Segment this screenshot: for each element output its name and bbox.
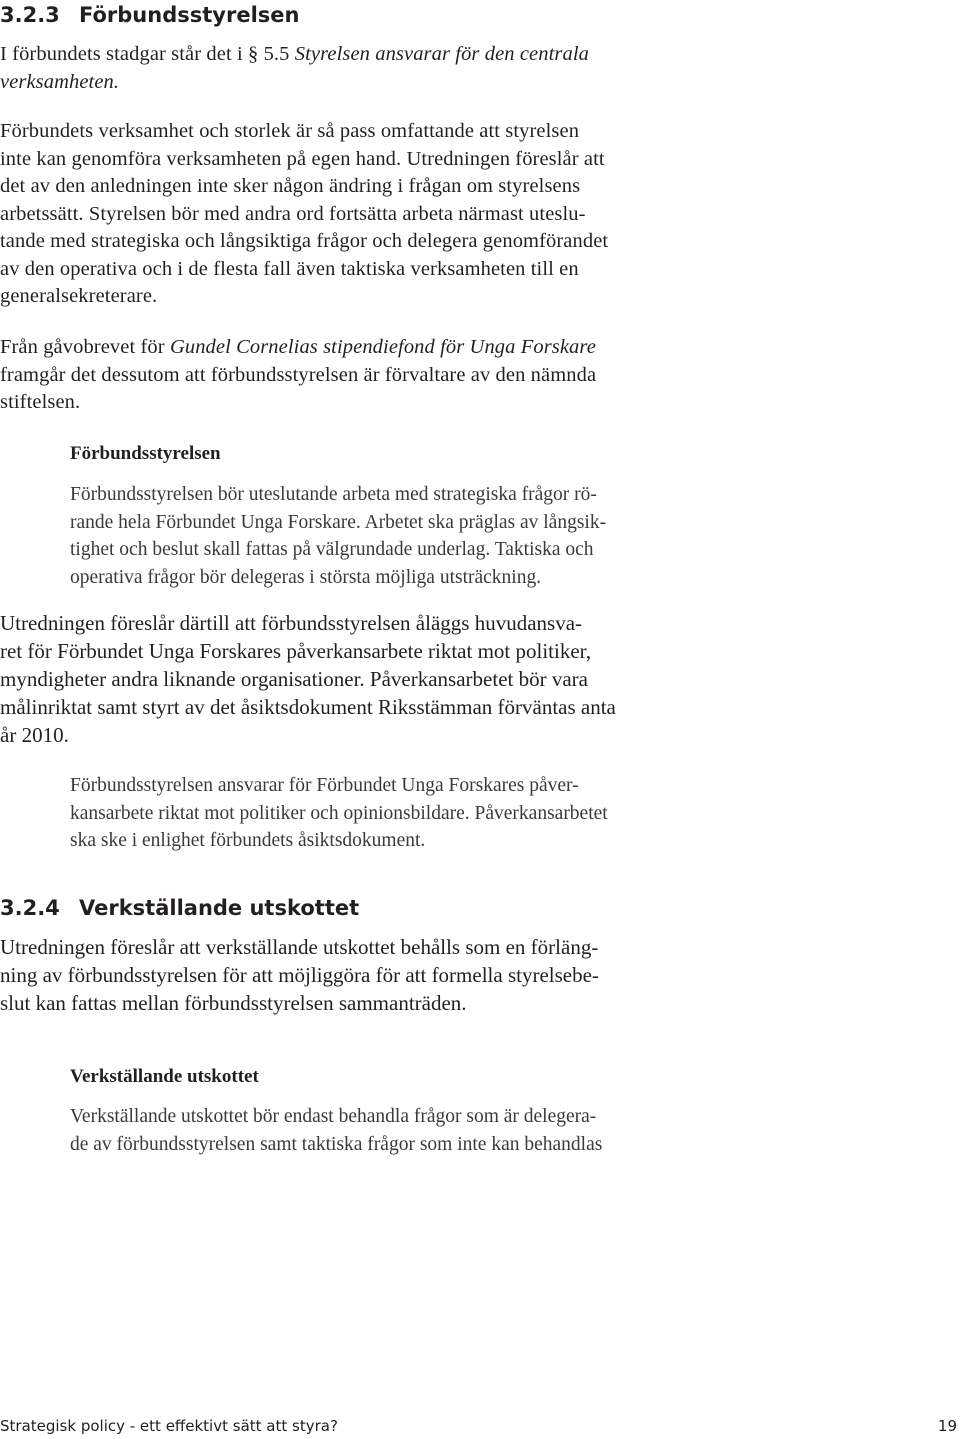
proposal-line: kansarbete riktat mot politiker och opinionsbildare. Påverkansarbetet — [70, 802, 608, 824]
running-title: Strategisk policy - ett effektivt sätt att styra? — [0, 1417, 338, 1435]
section-number: 3.2.4 — [0, 896, 60, 920]
proposal-line: rande hela Förbundet Unga Forskare. Arbetet ska präglas av långsik- — [70, 511, 607, 533]
section-title: Verkställande utskottet — [79, 896, 360, 920]
proposal-line: de av förbundsstyrelsen samt taktiska frågor som inte kan behandlas — [70, 1133, 603, 1155]
proposal-line: Förbundsstyrelsen bör uteslutande arbeta med strategiska frågor rö- — [70, 484, 597, 505]
paragraph-line: det av den anledningen inte sker någon ändring i frågan om styrelsens — [0, 175, 581, 197]
proposal-box-paverkansarbete — [70, 772, 950, 855]
paragraph-line: tande med strategiska och långsiktiga frågor och delegera genomförandet — [0, 230, 609, 252]
paragraph-line: arbetssätt. Styrelsen bör med andra ord fortsätta arbeta närmast uteslu- — [0, 202, 586, 225]
intro-paragraph — [0, 41, 960, 96]
paragraph-line: år 2010. — [0, 723, 69, 747]
paragraph-line: stiftelsen. — [0, 391, 81, 413]
intro-italic-quote-cont: verksamheten. — [0, 70, 120, 93]
intro-plain-text: I förbundets stadgar står det i § 5.5 — [0, 43, 295, 65]
paragraph-line: Utredningen föreslår att verkställande utskottet behålls som en förläng- — [0, 935, 599, 959]
proposal-line: operativa frågor bör delegeras i största möjliga utsträckning. — [70, 566, 542, 588]
section-title: Förbundsstyrelsen — [79, 3, 300, 27]
paragraph-line: Förbundets verksamhet och storlek är så pass omfattande att styrelsen — [0, 120, 580, 142]
paragraph-gavobrev — [0, 334, 960, 417]
gavobrev-plain: Från gåvobrevet för — [0, 336, 170, 358]
intro-line-1 — [0, 41, 960, 69]
paragraph-line: av den operativa och i de flesta fall även taktiska verksamheten till en — [0, 257, 579, 280]
paragraph-verkstallande-utskottet — [0, 933, 960, 1017]
paragraph-line — [0, 334, 960, 362]
paragraph-line: Utredningen föreslår därtill att förbundsstyrelsen åläggs huvudansva- — [0, 611, 583, 635]
paragraph-line: ning av förbundsstyrelsen för att möjliggöra för att formella styrelsebe- — [0, 963, 599, 987]
intro-italic-quote: Styrelsen ansvarar för den centrala — [294, 43, 589, 65]
paragraph-line: inte kan genomföra verksamheten på egen hand. Utredningen föreslår att — [0, 147, 605, 170]
proposal-box-forbundsstyrelsen — [70, 442, 950, 591]
section-heading-3-2-3 — [0, 1, 960, 29]
page-number: 19 — [937, 1417, 957, 1435]
paragraph-styrelsen-arbetssatt — [0, 118, 960, 311]
proposal-text — [70, 1103, 950, 1158]
paragraph-line: slut kan fattas mellan förbundsstyrelsen sammanträden. — [0, 991, 467, 1015]
page-footer — [0, 1416, 960, 1436]
paragraph-paverkansarbete — [0, 609, 960, 749]
proposal-text — [70, 481, 950, 591]
proposal-line: Förbundsstyrelsen ansvarar för Förbundet Unga Forskares påver- — [70, 775, 579, 796]
paragraph-line: ret för Förbundet Unga Forskares påverkansarbete riktat mot politiker, — [0, 639, 592, 663]
paragraph-line: framgår det dessutom att förbundsstyrelsen är förvaltare av den nämnda — [0, 363, 597, 386]
proposal-line: tighet och beslut skall fattas på välgrundade underlag. Taktiska och — [70, 539, 594, 560]
paragraph-line: målinriktat samt styrt av det åsiktsdokument Riksstämman förväntas anta — [0, 695, 616, 719]
proposal-box-verkstallande-utskottet — [70, 1065, 950, 1158]
proposal-text — [70, 772, 950, 855]
section-heading-3-2-4 — [0, 894, 960, 922]
proposal-title: Förbundsstyrelsen — [70, 443, 221, 464]
fund-name-italic: Gundel Cornelias stipendiefond för Unga Forskare — [169, 336, 596, 358]
paragraph-line: generalsekreterare. — [0, 285, 158, 307]
section-number: 3.2.3 — [0, 3, 60, 27]
proposal-line: Verkställande utskottet bör endast behandla frågor som är delegera- — [70, 1106, 597, 1127]
proposal-line: ska ske i enlighet förbundets åsiktsdokument. — [70, 830, 426, 851]
intro-line-2 — [0, 69, 960, 97]
paragraph-line: myndigheter andra liknande organisationer. Påverkansarbetet bör vara — [0, 667, 588, 691]
proposal-title: Verkställande utskottet — [70, 1066, 259, 1087]
